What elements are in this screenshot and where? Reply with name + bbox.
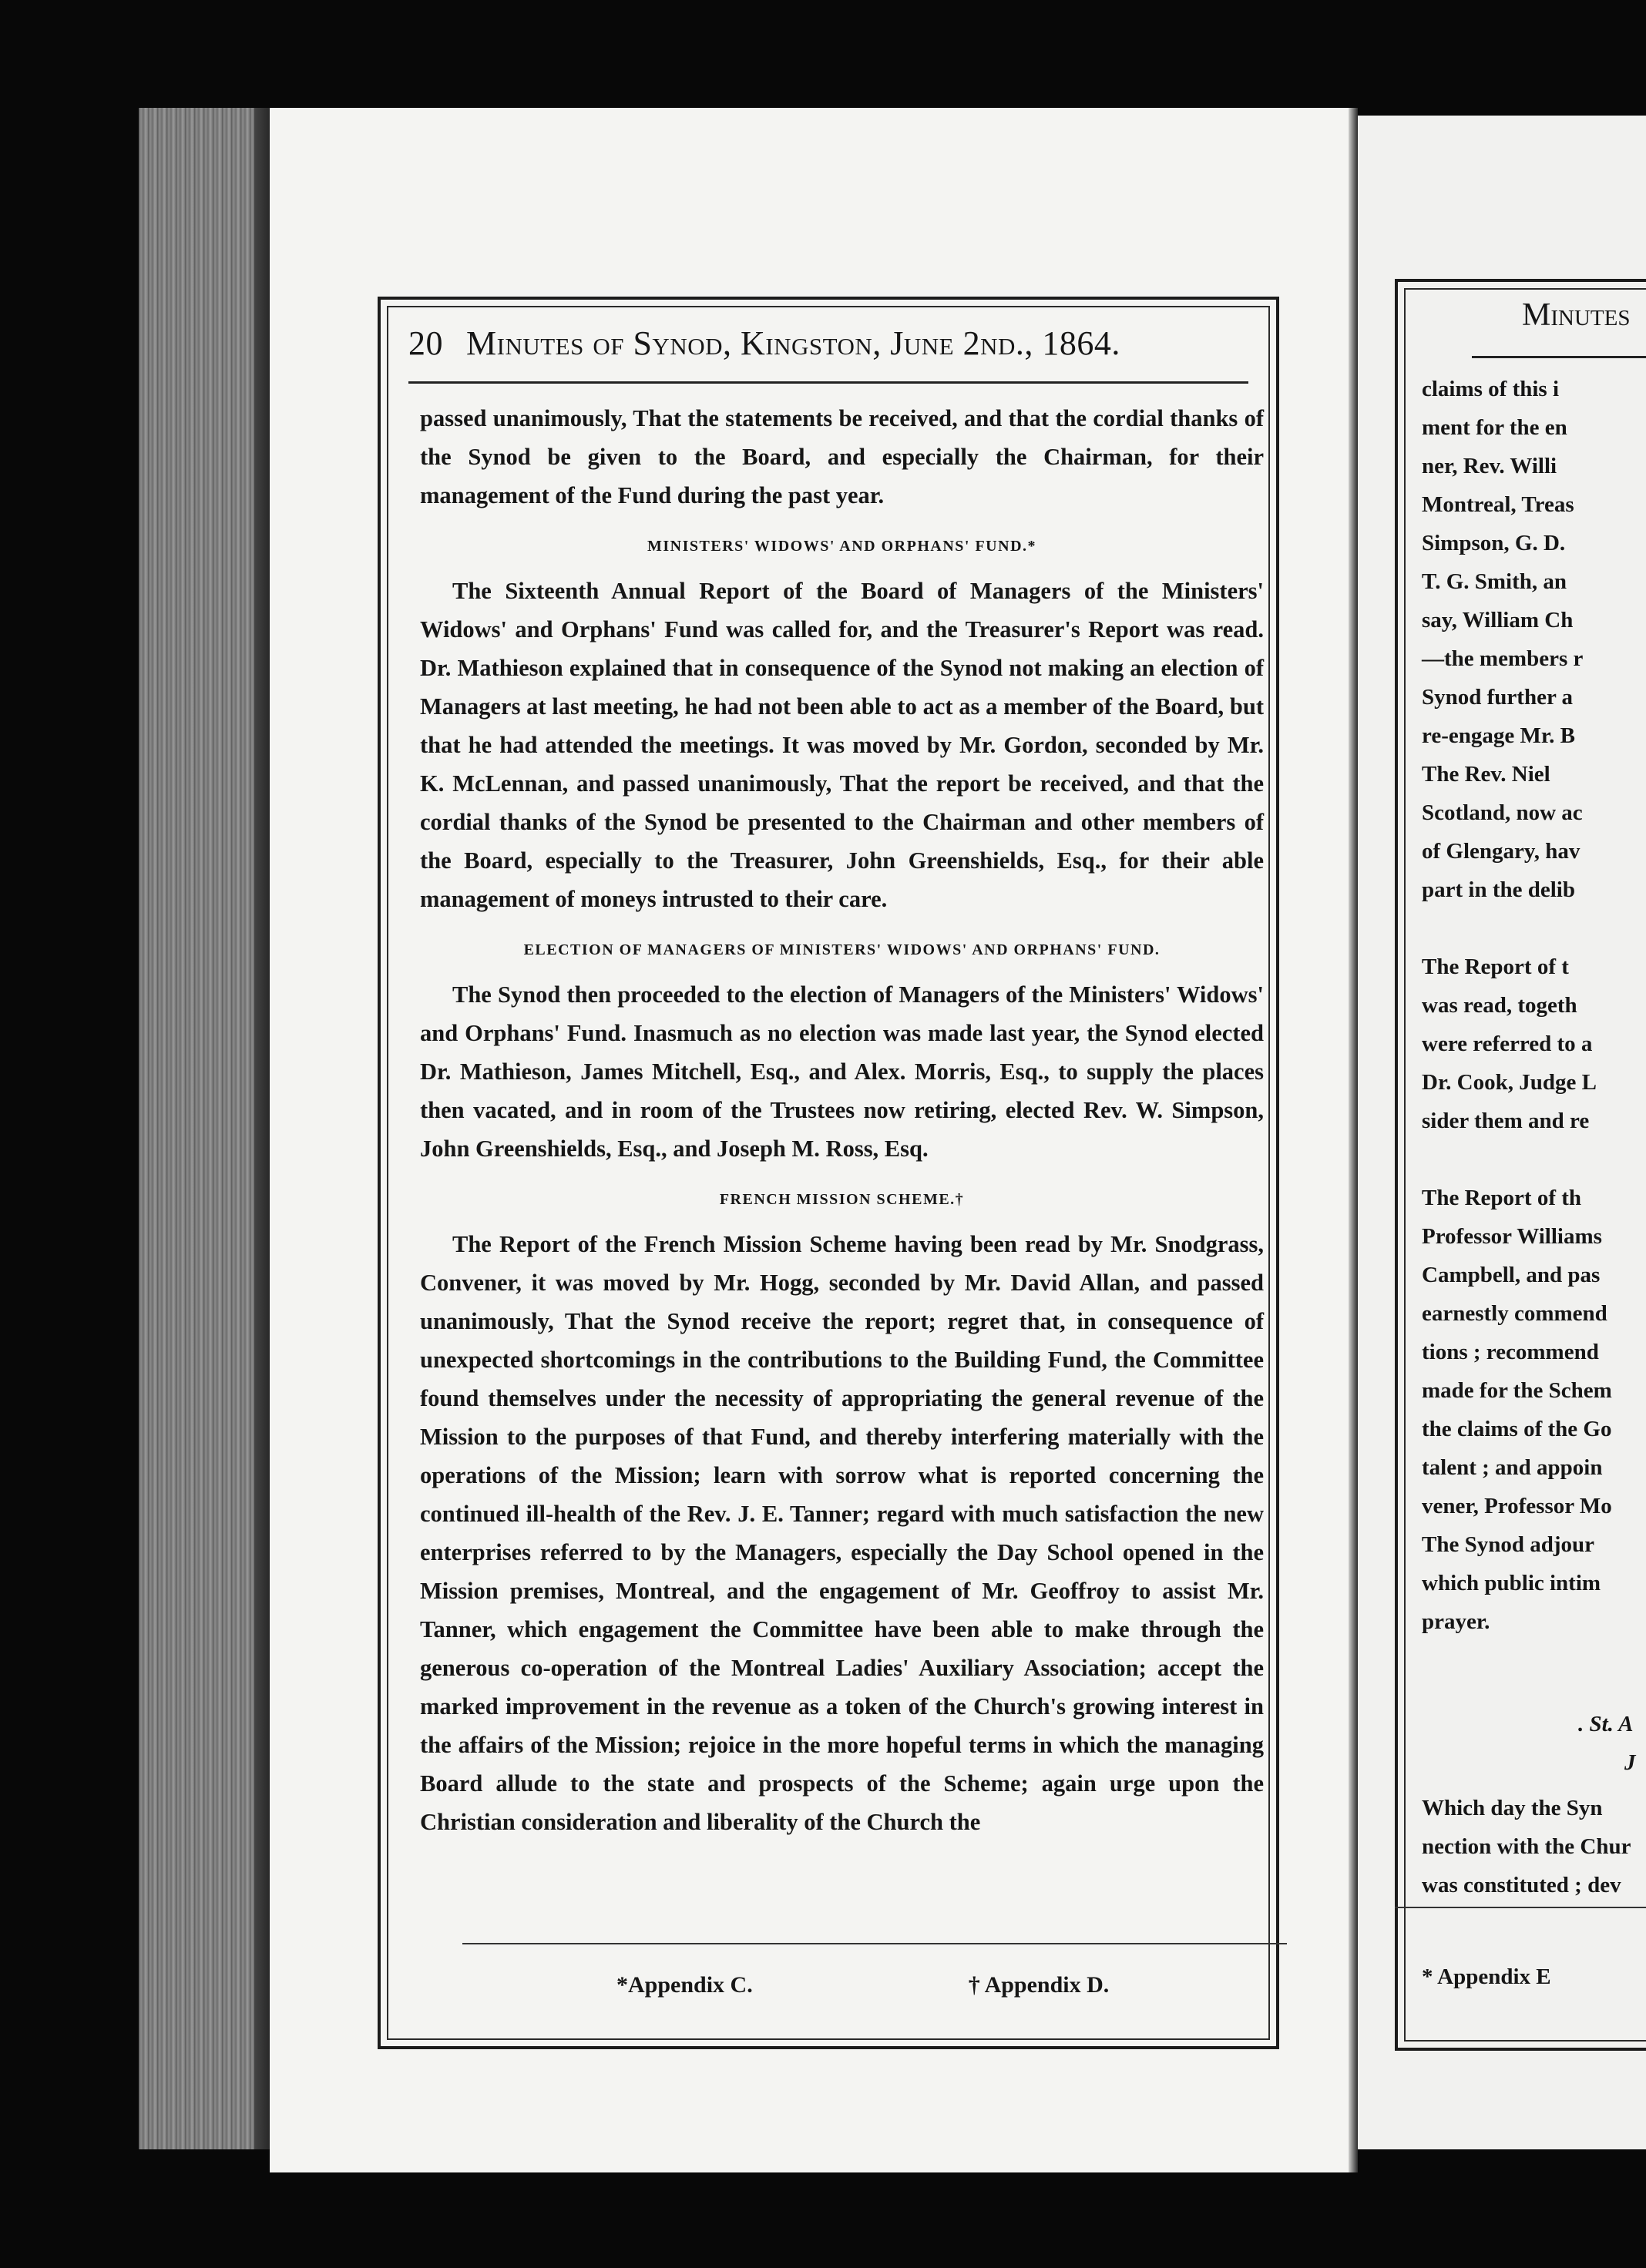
right-text-line: prayer. bbox=[1422, 1609, 1490, 1634]
right-text-line: was read, togeth bbox=[1422, 993, 1577, 1018]
paragraph: The Sixteenth Annual Report of the Board of Managers of the Ministers' Widows' and Orphans' Fund was called for, and the Treasurer's Report was read. Dr. Mathieson explained that in consequence of the Synod not making an election of Managers at last meeting, he had not been able to act as a member of the Board, but that he had attended the meetings. It was moved by Mr. Gordon, seconded by Mr. K. McLennan, and passed unanimously, That the report be received, and that the cordial thanks of the Synod be presented to the Chairman and other members of the Board, especially to the Treasurer, John Greenshields, Esq., for their able management of moneys intrusted to their care. bbox=[420, 578, 1264, 912]
right-text-line bbox=[1422, 909, 1646, 948]
right-text-line: talent ; and appoin bbox=[1422, 1455, 1603, 1480]
right-text-line: the claims of the Go bbox=[1422, 1417, 1612, 1441]
right-text-line: claims of this i bbox=[1422, 377, 1560, 401]
right-text-line: ner, Rev. Willi bbox=[1422, 454, 1557, 478]
right-text-line: Montreal, Treas bbox=[1422, 492, 1574, 517]
right-text-line: of Glengary, hav bbox=[1422, 839, 1580, 864]
right-text-line: Dr. Cook, Judge L bbox=[1422, 1070, 1597, 1095]
right-text-line: The Report of t bbox=[1422, 955, 1569, 979]
right-signature-date: J bbox=[1624, 1750, 1636, 1775]
right-text-line: Simpson, G. D. bbox=[1422, 531, 1566, 555]
paragraph: passed unanimously, That the statements be received, and that the cordial thanks of the Synod be given to the Board, and especially the Chairman, for their management of the Fund during the past year. bbox=[420, 405, 1264, 508]
section-heading: FRENCH MISSION SCHEME.† bbox=[719, 1191, 965, 1208]
right-text-line: Scotland, now ac bbox=[1422, 800, 1583, 825]
right-text-line: vener, Professor Mo bbox=[1422, 1494, 1612, 1518]
right-text-line: Professor Williams bbox=[1422, 1224, 1602, 1249]
section-heading: ELECTION OF MANAGERS OF MINISTERS' WIDOWS' AND ORPHANS' FUND. bbox=[523, 941, 1161, 958]
right-text-line: part in the delib bbox=[1422, 877, 1575, 902]
right-text-line: say, William Ch bbox=[1422, 608, 1574, 632]
right-page-body bbox=[1422, 370, 1646, 1641]
right-text-line: The Synod adjour bbox=[1422, 1532, 1595, 1557]
section-heading: MINISTERS' WIDOWS' AND ORPHANS' FUND.* bbox=[647, 538, 1037, 555]
right-text-line: made for the Schem bbox=[1422, 1378, 1612, 1403]
right-text-line: tions ; recommend bbox=[1422, 1340, 1599, 1364]
right-text-line: ment for the en bbox=[1422, 415, 1567, 440]
right-text-line: The Rev. Niel bbox=[1422, 762, 1550, 787]
right-text-line: which public intim bbox=[1422, 1571, 1601, 1595]
page-number: 20 bbox=[408, 324, 443, 362]
left-page-header bbox=[408, 324, 1264, 385]
book-page-edges bbox=[139, 108, 270, 2149]
footnote-rule bbox=[462, 1943, 1287, 1944]
right-text-line: were referred to a bbox=[1422, 1032, 1593, 1056]
footnote-appendix-c: *Appendix C. bbox=[616, 1972, 753, 1998]
right-running-head: Minutes bbox=[1522, 297, 1631, 333]
running-head: Minutes of Synod, Kingston, June 2nd., 1864. bbox=[466, 324, 1120, 362]
right-text-line: earnestly commend bbox=[1422, 1301, 1607, 1326]
right-text-line: The Report of th bbox=[1422, 1186, 1582, 1210]
right-text-line: sider them and re bbox=[1422, 1109, 1590, 1133]
right-text-line: Synod further a bbox=[1422, 685, 1574, 710]
right-text-line: re-engage Mr. B bbox=[1422, 723, 1575, 748]
paragraph: The Report of the French Mission Scheme having been read by Mr. Snodgrass, Convener, it was moved by Mr. Hogg, seconded by Mr. David Allan, and passed unanimously, That the Synod receive the report; regret that, in consequence of unexpected shortcomings in the contributions to the Building Fund, the Committee found themselves under the necessity of appropriating the general revenue of the Mission to the purposes of that Fund, and thereby interfering materially with the operations of the Mission; learn with sorrow what is reported concerning the continued ill-health of the Rev. J. E. Tanner; regard with much satisfaction the new enterprises referred to by the Managers, especially the Day School opened in the Mission premises, Montreal, and the engagement of Mr. Geoffroy to assist Mr. Tanner, which engagement the Committee have been able to make through the generous co-operation of the Montreal Ladies' Auxiliary Association; accept the marked improvement in the revenue as a token of the Church's growing interest in the affairs of the Mission; rejoice in the more hopeful terms in which the managing Board allude to the state and prospects of the Scheme; again urge upon the Christian consideration and liberality of the Church the bbox=[420, 1231, 1264, 1835]
right-text-line: Campbell, and pas bbox=[1422, 1263, 1601, 1287]
left-page-body bbox=[420, 399, 1264, 1841]
header-rule bbox=[408, 381, 1248, 384]
right-text-line: T. G. Smith, an bbox=[1422, 569, 1567, 594]
right-footnote: * Appendix E bbox=[1422, 1964, 1551, 1989]
paragraph: The Synod then proceeded to the election of Managers of the Ministers' Widows' and Orphans' Fund. Inasmuch as no election was made last year, the Synod elected Dr. Mathieson, James Mitchell, Esq., and Alex. Morris, Esq., to supply the places then vacated, and in room of the Trustees now retiring, elected Rev. W. Simpson, John Greenshields, Esq., and Joseph M. Ross, Esq. bbox=[420, 981, 1264, 1162]
right-closing-lines bbox=[1422, 1789, 1646, 1904]
right-text-line: —the members r bbox=[1422, 646, 1584, 671]
right-closing-line: Which day the Syn bbox=[1422, 1796, 1603, 1820]
right-footnote-rule bbox=[1395, 1907, 1646, 1908]
page-gutter bbox=[1349, 108, 1358, 2172]
right-signature-place: . St. A bbox=[1578, 1712, 1634, 1736]
right-header-rule bbox=[1472, 356, 1646, 358]
right-closing-line: was constituted ; dev bbox=[1422, 1873, 1621, 1897]
footnotes bbox=[462, 1972, 1287, 1998]
footnote-appendix-d: † Appendix D. bbox=[968, 1972, 1110, 1998]
right-text-line bbox=[1422, 1140, 1646, 1179]
right-closing-line: nection with the Chur bbox=[1422, 1834, 1631, 1859]
